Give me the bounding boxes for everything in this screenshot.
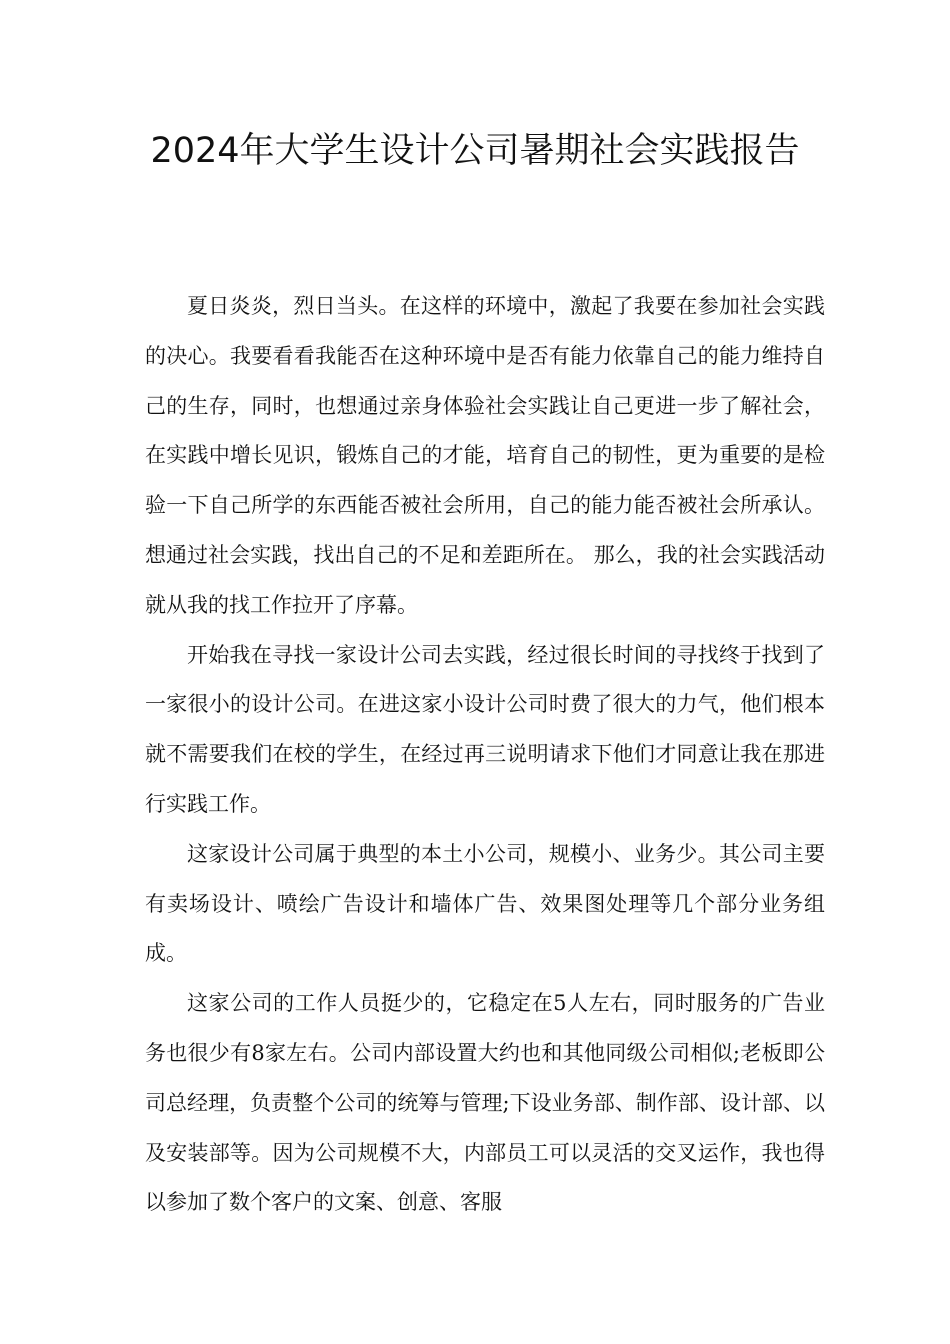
document-title: 2024年大学生设计公司暑期社会实践报告	[150, 131, 800, 171]
paragraph-1: 夏日炎炎，烈日当头。在这样的环境中，激起了我要在参加社会实践的决心。我要看看我能否在这种环境中是否有能力依靠自己的能力维持自己的生存，同时，也想通过亲身体验社会实践让自己更进一步了解社会，在实践中增长见识，锻炼自己的才能，培育自己的韧性，更为重要的是检验一下自己所学的东西能否被社会所用，自己的能力能否被社会所承认。想通过社会实践，找出自己的不足和差距所在。 那么，我的社会实践活动就从我的找工作拉开了序幕。	[145, 294, 825, 617]
paragraph-4: 这家公司的工作人员挺少的，它稳定在5人左右，同时服务的广告业务也很少有8家左右。公司内部设置大约也和其他同级公司相似;老板即公司总经理，负责整个公司的统筹与管理;下设业务部、制作部、设计部、以及安装部等。因为公司规模不大，内部员工可以灵活的交叉运作，我也得以参加了数个客户的文案、创意、客服	[145, 991, 825, 1215]
paragraph-3: 这家设计公司属于典型的本土小公司，规模小、业务少。其公司主要有卖场设计、喷绘广告设计和墙体广告、效果图处理等几个部分业务组成。	[145, 841, 825, 966]
paragraph-2: 开始我在寻找一家设计公司去实践，经过很长时间的寻找终于找到了一家很小的设计公司。在进这家小设计公司时费了很大的力气，他们根本就不需要我们在校的学生，在经过再三说明请求下他们才同意让我在那进行实践工作。	[145, 642, 825, 816]
document-body	[145, 282, 825, 1228]
